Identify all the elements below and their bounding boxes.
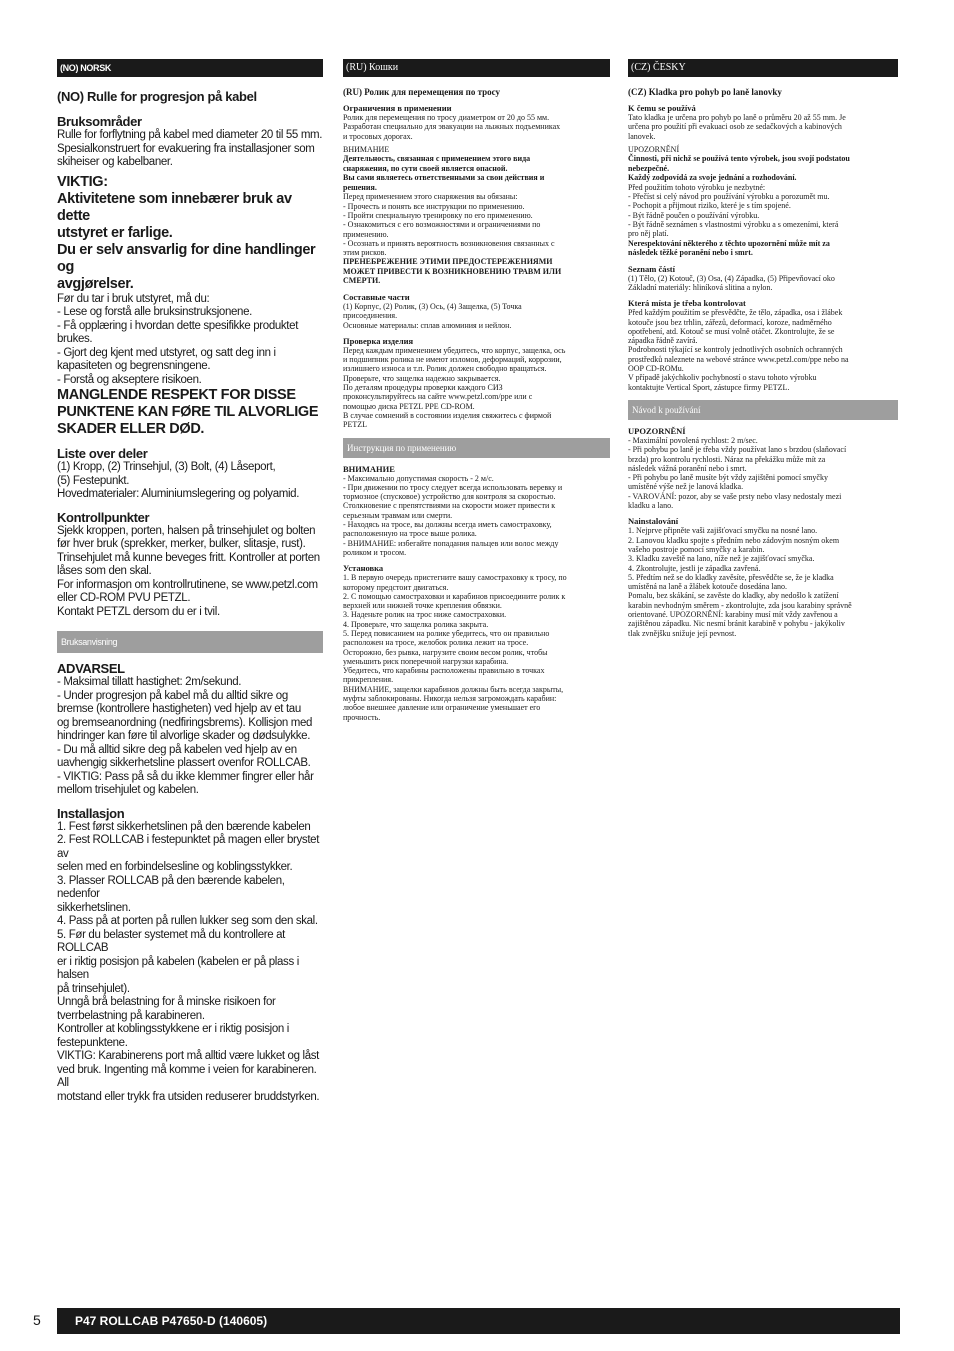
heading-install-no: Installasjon (57, 805, 125, 821)
column-norwegian (57, 59, 323, 1104)
heading-warning-no: ADVARSEL (57, 661, 125, 676)
text-scope-ru: Ролик для перемещения по тросу диаметром от 20 до 55 мм. Разработан специально для эвакуации на лыжных подъемниках и тросовых дорогах. (343, 113, 561, 141)
warning-3-cz: Nerespektování některého z těchto upozornění může mít za následek těžké poranění nebo i smrt. (628, 238, 830, 258)
text-warning-ru: - Максимально допустимая скорость - 2 м/с. - При движении по тросу следует всегда использовать веревку и тормозное (спусковое) устройство для контроля за скоростью. Столкновение с препятствиями на скорости может привести к серьезным травмам или смерти. - Находясь на тросе, вы должны всегда иметь самостраховку, расположенную на тросе выше ролика. - ВНИМАНИЕ: избегайте попадания пальцев или волос между роликом и тросом. (343, 473, 563, 557)
subsection-bar-no: Bruksanvisning (57, 631, 323, 653)
warning-1-cz: Činnosti, při nichž se používá tento výrobek, jsou svojí podstatou nebezpečné. Každý zodpovídá za svoje jednání a rozhodování. (628, 154, 850, 183)
text-check-no: Sjekk kroppen, porten, halsen på trinsehjulet og bolten før hver bruk (sprekker, merker, bulker, slitasje, rust). Trinsehjulet må kunne beveges fritt. Kontroller at porten låses som den skal. For informasjon om kontrollrutinene, se www.petzl.com eller CD-ROM PVU PETZL. Kontakt PETZL dersom du er i tvil. (57, 524, 320, 618)
text-install-cz: 1. Nejprve připněte vaši zajišťovací smyčku na nosné lano. 2. Lanovou kladku spojte s předním nebo zádovým nosným okem vašeho postroje pomocí smyčky a karabin. 3. Kladku zaveště na lano, níže než je zajišťovací smyčka. 4. Zkontrolujte, jestli je západka zavřená. 5. Předtím než se do kladky zavěsíte, přesvědčte se, že je kladka umístěná na laně a žlábek kotouče dosedána lano. Pomalu, bez skákání, se zavěste do kladky, aby nedošlo k zatížení karabin nevhodným směrem - zkontrolujte, zda jsou karabiny správně orientované. UPOZORNĚNÍ: karabiny musí mít vždy zavřenou a zajištěnou západku. Nic nesmí bránit karabině v pohybu - jakýkoliv tlak zvnějšku snižuje její pevnost. (628, 526, 852, 638)
heading-install-ru: Установка (343, 563, 384, 574)
heading-scope-no: Bruksområder (57, 114, 142, 129)
warning-label-cz: UPOZORNĚNÍ (628, 144, 680, 154)
heading-parts-ru: Составные части (343, 291, 410, 302)
text-install-ru: 1. В первую очередь пристегните вашу самостраховку к тросу, по которому предстоит двигаться. 2. С помощью самостраховки и карабинов присоедините ролик к верхней или нижней точке крепления обвязки. 3. Наденьте ролик на трос ниже самостраховки. 4. Проверьте, что защелка ролика закрыта. 5. Перед повисанием на ролике убедитесь, что он правильно расположен на тросе, желобок ролика лежит на тросе. Осторожно, без рывка, нагрузите своим весом ролик, чтобы уменьшить риск поперечной нагрузки карабина. Убедитесь, что карабины расположены правильно в точках прикрепления. ВНИМАНИЕ, защелки карабинов должны быть всегда закрыты, муфты заблокированы. Никогда нельзя загромождать карабин: любое внешнее давление или ограничение уменьшает его прочность. (343, 573, 567, 722)
text-parts-cz: (1) Tělo, (2) Kotouč, (3) Osa, (4) Západka, (5) Připevňovací oko Základní materiály: hliníková slitina a nylon. (628, 273, 835, 292)
section-bar-no: (NO) NORSK (57, 59, 323, 77)
text-scope-cz: Tato kladka je určena pro pohyb po laně o průměru 20 až 55 mm. Je určena pro použití při evakuaci osob ze sedačkových a kabinových lanovek. (628, 113, 846, 141)
heading-check-ru: Проверка изделия (343, 335, 414, 346)
section-bar-cz: (CZ) ČESKY (628, 59, 898, 77)
heading-warning-cz: UPOZORNĚNÍ (628, 425, 686, 436)
footer-bar: P47 ROLLCAB P47650-D (140605) (57, 1308, 900, 1334)
text-parts-ru: (1) Корпус, (2) Ролик, (3) Ось, (4) Защелка, (5) Точка присоединения. Основные материалы: сплав алюминия и нейлон. (343, 301, 522, 330)
page-number: 5 (33, 1312, 41, 1328)
text-scope-no: Rulle for forflytning på kabel med diameter 20 til 55 mm. Spesialkonstruert for evakuering fra installasjoner som skiheiser og kabelbaner. (57, 129, 323, 168)
title-no: (NO) Rulle for progresjon på kabel (57, 89, 257, 104)
heading-scope-ru: Ограничения в применении (343, 103, 452, 113)
warning-2-no: Du er selv ansvarlig for dine handlinger og avgjørelser. (57, 241, 316, 292)
text-before-ru: Перед применением этого снаряжения вы обязаны: - Прочесть и понять все инструкции по применению. - Пройти специальную тренировку по его применению. - Ознакомиться с его возможностями и ограничениями по применению. - Осознать и принять вероятность возникновения связанных с этим рисков. (343, 192, 555, 258)
text-parts-no: (1) Kropp, (2) Trinsehjul, (3) Bolt, (4) Låseport, (5) Festepunkt. Hovedmaterialer: Aluminiumslegering og polyamid. (57, 461, 300, 500)
heading-parts-cz: Seznam částí (628, 263, 675, 274)
text-warning-cz: - Maximální povolená rychlost: 2 m/sec. - Při pohybu po laně je třeba vždy používat lano s brzdou (slaňovací brzda) pro kontrolu rychlosti. Náraz na překážku může mít za následek vážná poranění nebo i smrt. - Při pohybu po laně musíte být vždy zajištěni pomocí smyčky umístěné výše než je lanová kladka. - VAROVÁNÍ: pozor, aby se vaše prsty nebo vlasy nedostaly mezi kladku a lano. (628, 435, 847, 511)
text-before-cz: Před použitím tohoto výrobku je nezbytné: - Přečíst si celý návod pro používání výrobku a porozumět mu. - Pochopit a přijmout riziko, které je s tím spojené. - Být řádně poučen o používání výrobku. - Být řádně seznámen s vlastnostmi výrobku a s omezeními, která pro něj platí. (628, 182, 839, 239)
column-russian (343, 59, 610, 722)
warning-3-no: MANGLENDE RESPEKT FOR DISSE PUNKTENE KAN FØRE TIL ALVORLIGE SKADER ELLER DØD. (57, 387, 319, 437)
column-czech (628, 59, 898, 638)
text-install-no: 1. Fest først sikkerhetslinen på den bærende kabelen 2. Fest ROLLCAB i festepunktet på magen eller brystet av selen med en forbindelsesline og koblingsstykker. 3. Plasser ROLLCAB på den bærende kabelen, nedenfor sikkerhetslinen. 4. Pass på at porten på rullen lukker seg som den skal. 5. Før du belaster systemet må du kontrollere at ROLLCAB er i riktig posisjon på kabelen (kabelen er på plass i halsen på trinsehjulet). Unngå brå belastning for å minske risikoen for tverrbelastning på karabineren. Kontroller at koblingsstykkene er i riktig posisjon i festepunktene. VIKTIG: Karabinerens port må alltid være lukket og låst ved bruk. Ingenting må komme i veien for karabineren. All motstand eller trykk fra utsiden reduserer bruddstyrken. (57, 820, 320, 1103)
warning-3-ru: ПРЕНЕБРЕЖЕНИЕ ЭТИМИ ПРЕДОСТЕРЕЖЕНИЯМИ МОЖЕТ ПРИВЕСТИ К ВОЗНИКНОВЕНИЮ ТРАВМ ИЛИ СМЕРТИ. (343, 257, 562, 286)
text-check-ru: Перед каждым применением убедитесь, что корпус, защелка, ось и подшипник ролика не имеют изломов, деформаций, коррозии, излишнего износа и т.п. Ролик должен свободно вращаться. Проверьте, что защелка надежно закрывается. По деталям процедуры проверки каждого СИЗ проконсультируйтесь на сайте www.petzl.com/ppe или с помощью диска PETZL PPE CD-ROM. В случае сомнений в состоянии изделия свяжитесь с фирмой PETZL (343, 345, 566, 430)
heading-parts-no: Liste over deler (57, 446, 148, 461)
subsection-bar-cz: Návod k používání (628, 400, 898, 420)
heading-install-cz: Nainstalování (628, 516, 679, 527)
warning-1-no: Aktivitetene som innebærer bruk av dette utstyret er farlige. (57, 190, 292, 241)
heading-warning-ru: ВНИМАНИЕ (343, 463, 395, 474)
heading-scope-cz: K čemu se používá (628, 103, 696, 113)
heading-check-cz: Která místa je třeba kontrolovat (628, 298, 746, 309)
warning-label-ru: ВНИМАНИЕ (343, 144, 390, 154)
text-check-cz: Před každým použitím se přesvědčte, že tělo, západka, osa i žlábek kotouče jsou bez trhlin, zářezů, deformací, koroze, nadměrného opotřebení, atd. Kotouč se musí volně otáčet. Zkontrolujte, že se západka řádně zavírá. Podrobnosti týkající se kontroly jednotlivých osobních ochranných prostředků naleznete na webové stránce www.petzl.com/ppe nebo na OOP CD-ROMu. V případě jakýchkoliv pochybností o stavu tohoto výrobku kontaktujte Vertical Sport, zástupce firmy PETZL. (628, 308, 849, 392)
warning-1-ru: Деятельность, связанная с применением этого вида снаряжения, по сути своей является опасной. Вы сами являетесь ответственными за свои действия и решения. (343, 154, 545, 192)
heading-check-no: Kontrollpunkter (57, 509, 150, 525)
warning-label-no: VIKTIG: (57, 173, 108, 190)
title-ru: (RU) Ролик для перемещения по тросу (343, 87, 501, 97)
text-warning-no: - Maksimal tillatt hastighet: 2m/sekund. - Under progresjon på kabel må du alltid sikre og bremse (kontrollere hastigheten) ved hjelp av et tau og bremseanordning (nedfiringsbrems). Kollisjon med hindringer kan føre til alvorlige skader og dødsulykke. - Du må alltid sikre deg på kabelen ved hjelp av en uavhengig sikkerhetsline plassert ovenfor ROLLCAB. - VIKTIG: Pass på så du ikke klemmer fingrer eller hår mellom trisehjulet og kabelen. (57, 676, 314, 796)
subsection-bar-ru: Инструкция по применению (343, 438, 610, 458)
text-before-no: Før du tar i bruk utstyret, må du: - Lese og forstå alle bruksinstruksjonene. - Få opplæring i hvordan dette spesifikke produktet brukes. - Gjort deg kjent med utstyret, og satt deg inn i kapasiteten og begrensningene. - Forstå og akseptere risikoen. (57, 292, 299, 386)
title-cz: (CZ) Kladka pro pohyb po laně lanovky (628, 87, 782, 97)
section-bar-ru: (RU) Кошки (343, 59, 610, 77)
